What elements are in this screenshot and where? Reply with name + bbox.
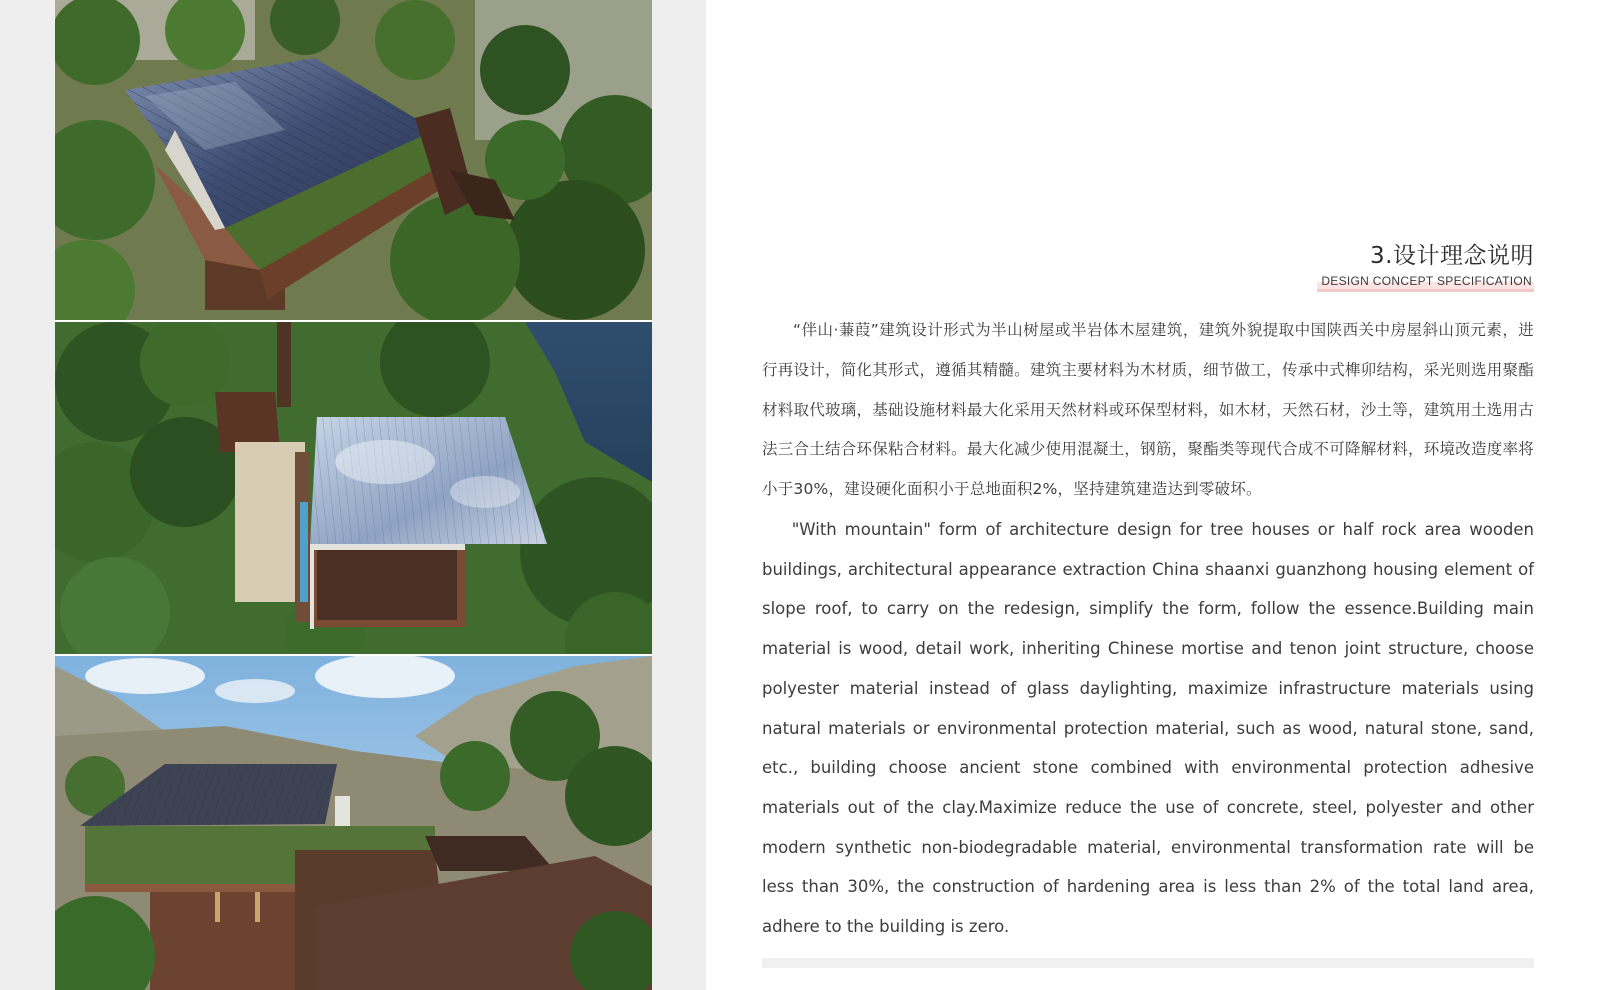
top-down-render [55,322,652,654]
render-column [55,0,652,990]
section-title-en: DESIGN CONCEPT SPECIFICATION [1317,274,1534,292]
concept-description [762,311,1534,947]
page-gutter [652,0,706,990]
paragraph-cn: “伴山·蒹葭”建筑设计形式为半山树屋或半岩体木屋建筑，建筑外貌提取中国陕西关中房屋斜山顶元素，进行再设计，简化其形式，遵循其精髓。建筑主要材料为木材质，细节做工，传承中式榫卯结构，采光则选用聚酯材料取代玻璃，基础设施材料最大化采用天然材料或环保型材料，如木材，天然石材，沙土等，建筑用土选用古法三合土结合环保粘合材料。最大化减少使用混凝土，钢筋，聚酯类等现代合成不可降解材料，环境改造度率将小于30%，建设硬化面积小于总地面积2%，坚持建筑建造达到零破坏。 [762,321,1534,499]
paragraph-en: "With mountain" form of architecture design for tree houses or half rock area wooden buildings, architectural appearance extraction China shaanxi guanzhong housing element of slope roof, to carry on the redesign, simplify the form, follow the essence.Building main material is wood, detail work, inheriting Chinese mortise and tenon joint structure, choose polyester material instead of glass daylighting, maximize infrastructure materials using natural materials or environmental protection material, such as wood, natural stone, sand, etc., building choose ancient stone combined with environmental protection adhesive materials out of the clay.Maximize reduce the use of concrete, steel, polyester and other modern synthetic non-biodegradable material, environmental transformation rate will be less than 30%, the construction of hardening area is less than 2% of the total land area, adhere to the building is zero. [762,519,1534,937]
section-title-cn: 3.设计理念说明 [1370,243,1534,269]
elevation-render [55,656,652,990]
section-heading [1317,242,1534,292]
bottom-divider [762,958,1534,968]
left-margin [0,0,55,990]
aerial-perspective-render [55,0,652,320]
